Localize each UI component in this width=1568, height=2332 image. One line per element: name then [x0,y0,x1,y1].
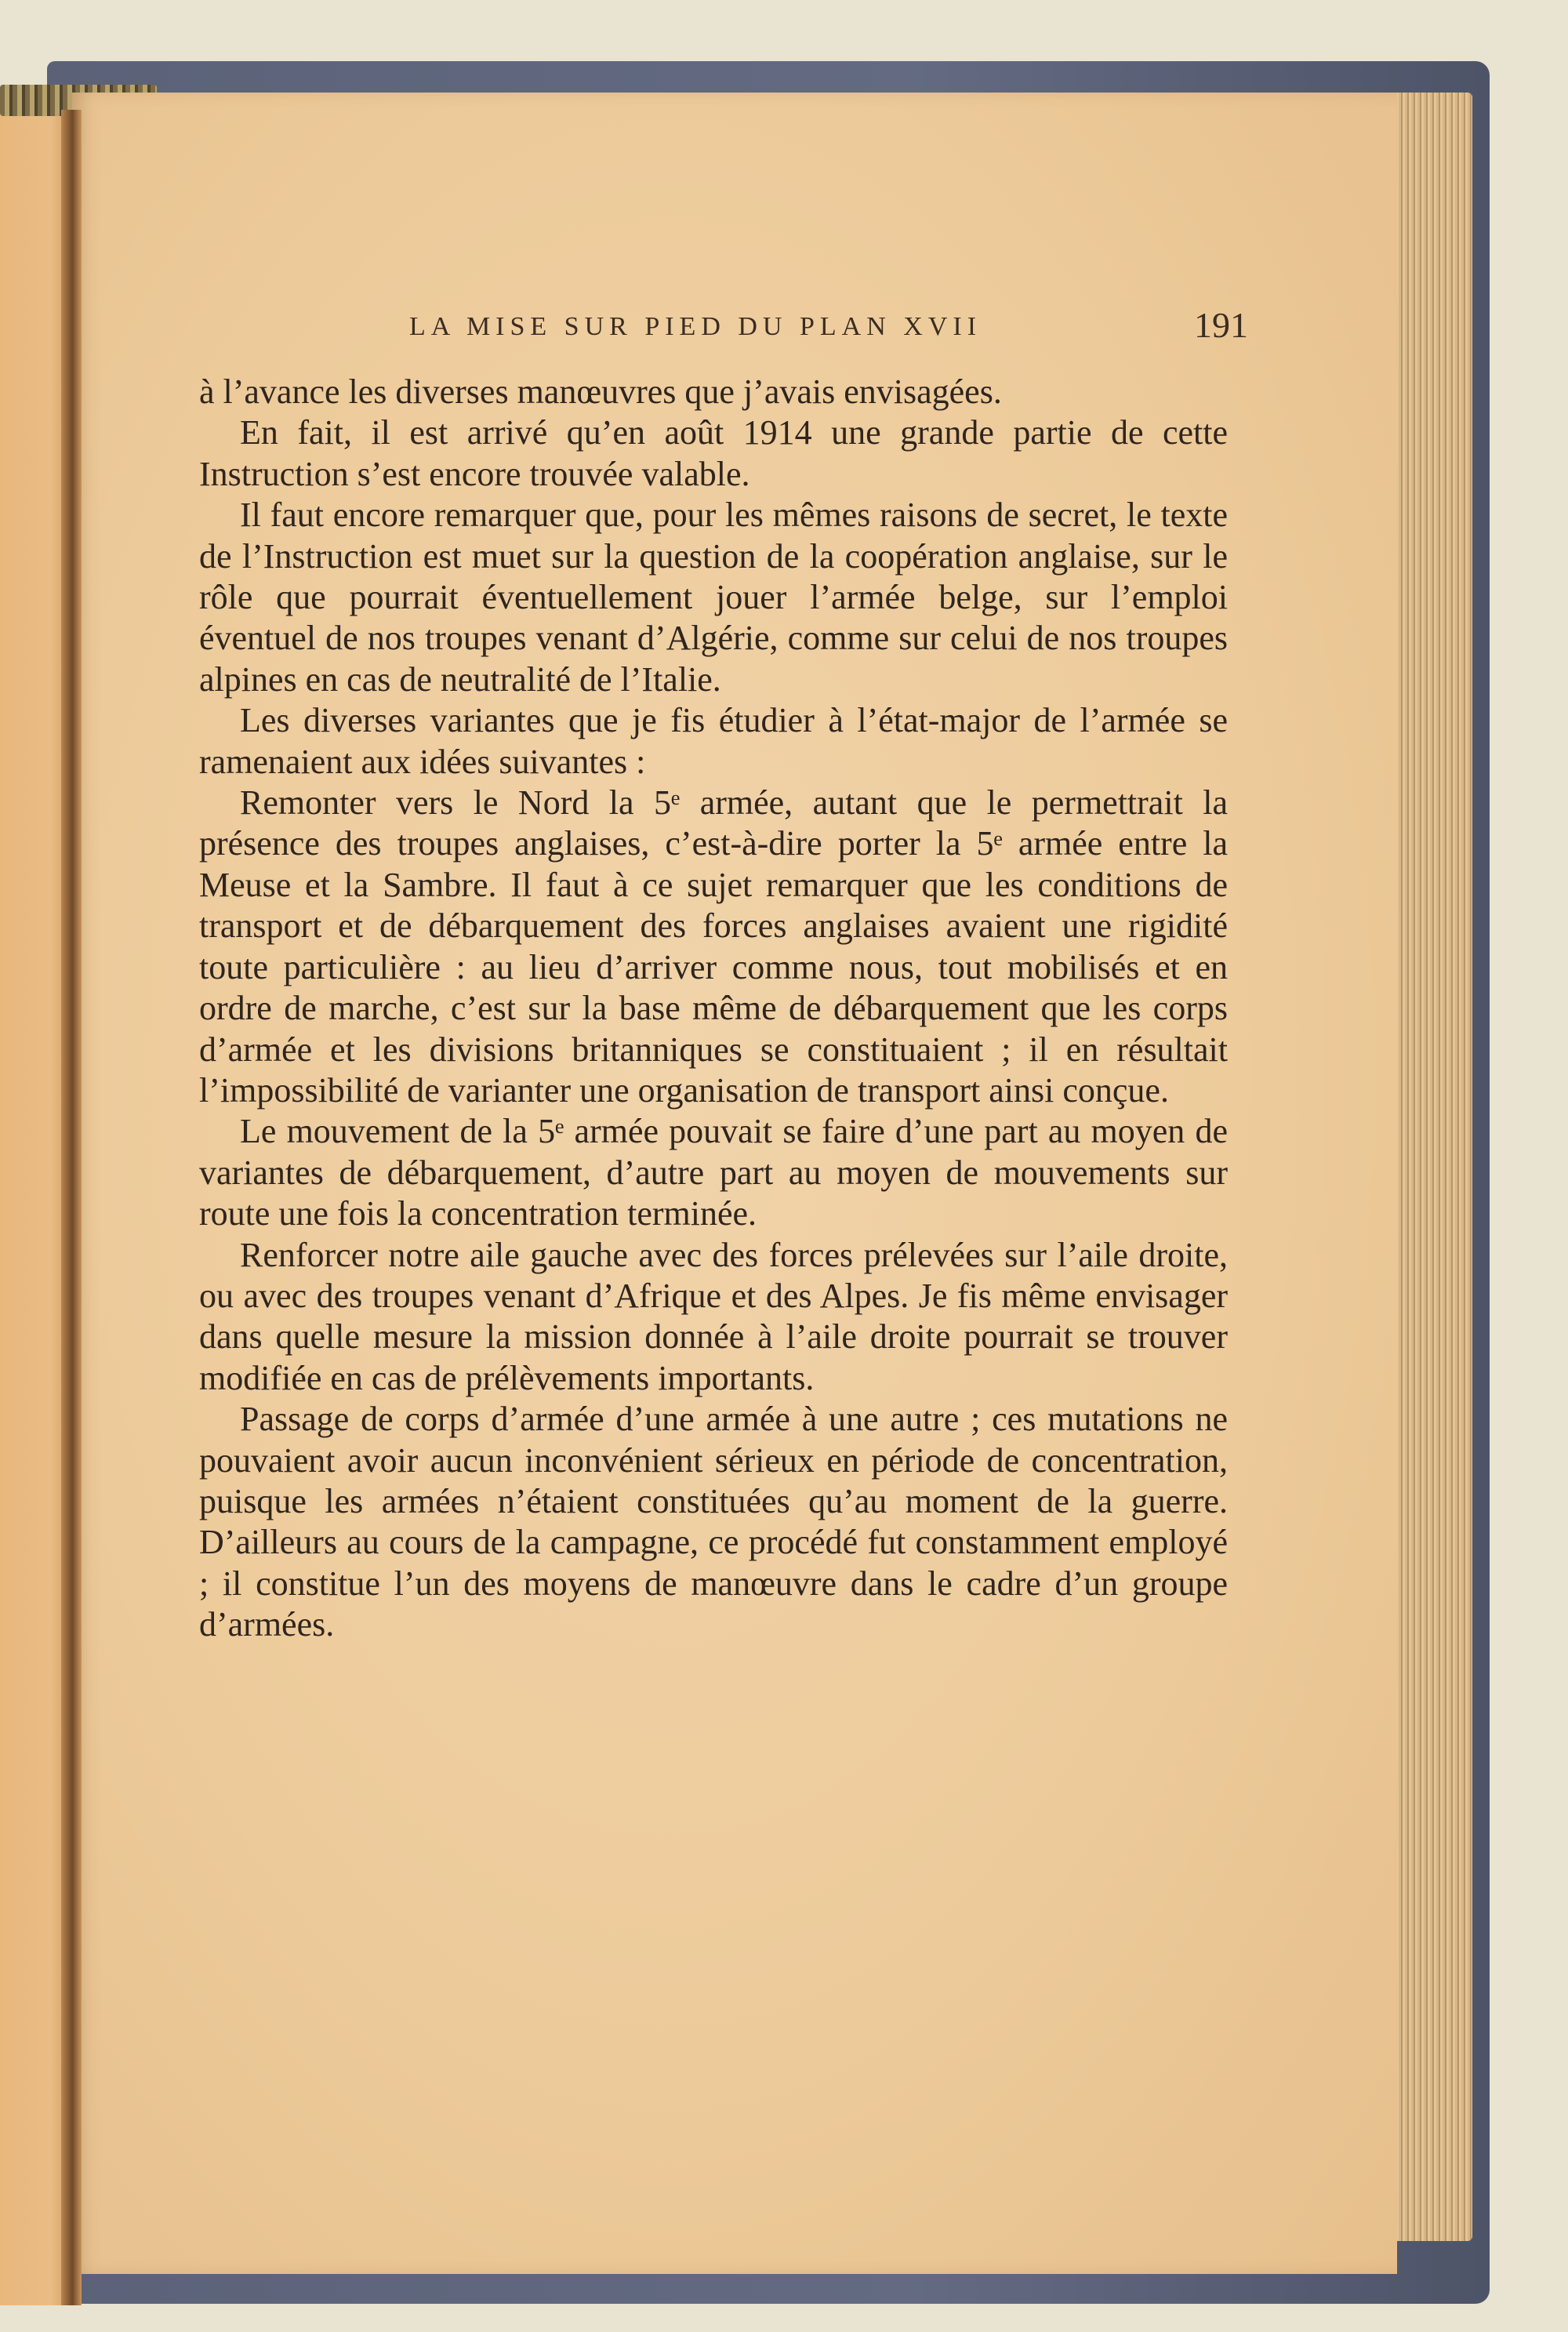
paragraph-continued: à l’avance les diverses manœuvres que j’avais envisagées. [199,372,1002,411]
paragraph: Le mouvement de la 5ᵉ armée pouvait se faire d’une part au moyen de variantes de débarquement, d’autre part au moyen de mouvements sur route une fois la concentration terminée. [199,1112,1228,1233]
paragraph: Remonter vers le Nord la 5ᵉ armée, autant que le permettrait la présence des troupes anglaises, c’est-à-dire porter la 5ᵉ armée entre la Meuse et la Sambre. Il faut à ce sujet remarquer que les conditions de transport et de débarquement des forces anglaises avaient une rigidité toute particulière : au lieu d’arriver comme nous, tout mobilisés et en ordre de marche, c’est sur la base même de débarquement que les corps d’armée et les divisions britanniques se constituaient ; il en résultait l’impossibilité de varianter une organisation de transport ainsi conçue. [199,783,1228,1110]
page-number: 191 [1194,305,1248,345]
spine-gutter [61,110,82,2305]
paragraph: Les diverses variantes que je fis étudier à l’état-major de l’armée se ramenaient aux idées suivantes : [199,701,1228,781]
body-text [199,372,1228,1646]
paragraph: Il faut encore remarquer que, pour les mêmes raisons de secret, le texte de l’Instruction est muet sur la question de la coopération anglaise, sur le rôle que pourrait éventuellement jouer l’armée belge, sur l’emploi éventuel de nos troupes venant d’Algérie, comme sur celui de nos troupes alpines en cas de neutralité de l’Italie. [199,496,1228,699]
paragraph: Passage de corps d’armée d’une armée à une autre ; ces mutations ne pouvaient avoir aucun inconvénient sérieux en période de concentration, puisque les armées n’étaient constituées qu’au moment de la guerre. D’ailleurs au cours de la campagne, ce procédé fut constamment employé ; il constitue l’un des moyens de manœuvre dans le cadre d’un groupe d’armées. [199,1400,1228,1644]
paragraph: En fait, il est arrivé qu’en août 1914 une grande partie de cette Instruction s’est encore trouvée valable. [199,413,1228,493]
running-title: LA MISE SUR PIED DU PLAN XVII [409,312,982,341]
paragraph: Renforcer notre aile gauche avec des forces prélevées sur l’aile droite, ou avec des troupes venant d’Afrique et des Alpes. Je fis même envisager dans quelle mesure la mission donnée à l’aile droite pourrait se trouver modifiée en cas de prélèvements importants. [199,1235,1228,1397]
book-page [72,93,1397,2274]
